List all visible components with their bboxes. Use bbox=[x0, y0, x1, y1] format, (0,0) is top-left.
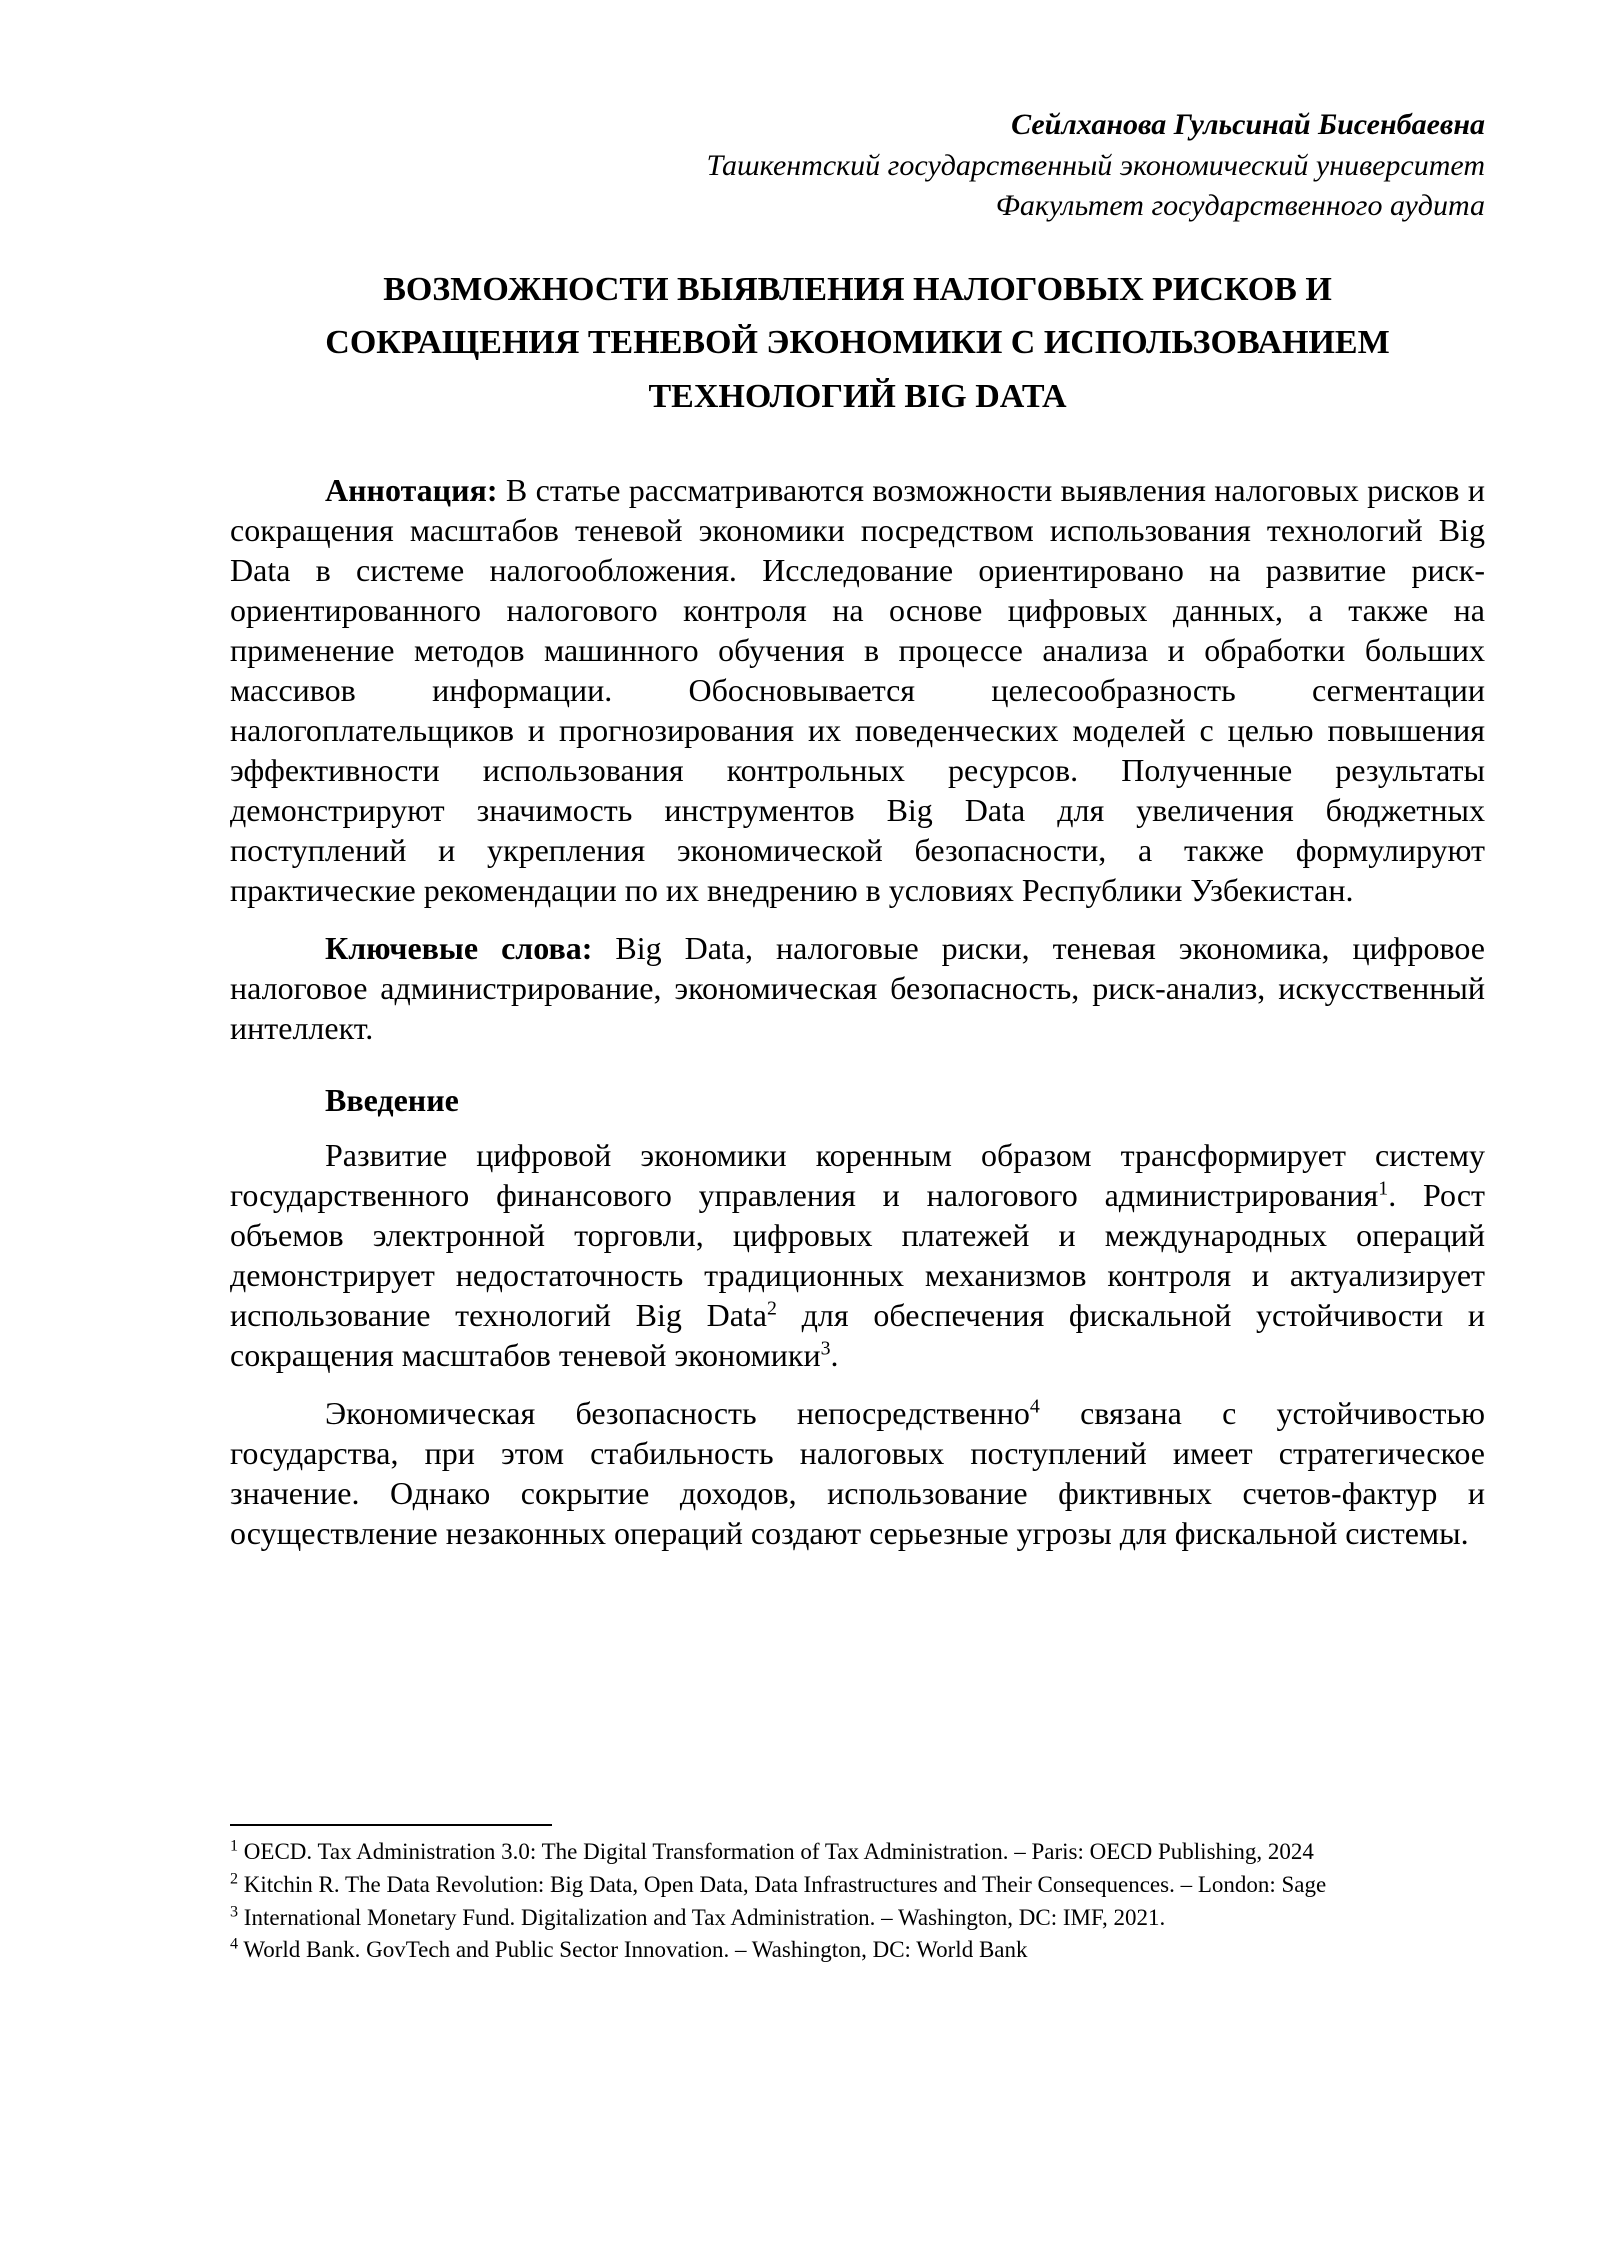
footnote-ref-4: 4 bbox=[1029, 1395, 1040, 1417]
footnote-separator-rule bbox=[230, 1824, 552, 1826]
paper-title-line-2: СОКРАЩЕНИЯ ТЕНЕВОЙ ЭКОНОМИКИ С ИСПОЛЬЗОВАНИЕМ bbox=[325, 324, 1390, 362]
footnote-section bbox=[230, 1824, 1485, 1967]
footnote-text-3: International Monetary Fund. Digitalization and Tax Administration. – Washington, DC: IMF, 2021. bbox=[238, 1904, 1166, 1930]
intro-p1-text-4: . bbox=[830, 1336, 839, 1373]
abstract-paragraph bbox=[230, 470, 1485, 910]
footnote-item-2 bbox=[230, 1869, 1485, 1902]
paper-title bbox=[230, 263, 1485, 424]
footnote-item-3 bbox=[230, 1902, 1485, 1935]
introduction-paragraph-2 bbox=[230, 1393, 1485, 1553]
author-name: Сейлханова Гульсинай Бисенбаевна bbox=[1011, 108, 1485, 141]
intro-p2-text-2: связана с устойчивостью государства, при этом стабильность налоговых поступлений имеет стратегическое значение. Однако сокрытие доходов, использование фиктивных счетов-фактур и осуществление незаконных операций создают серьезные угрозы для фискальной системы. bbox=[230, 1394, 1485, 1551]
paper-title-line-1: ВОЗМОЖНОСТИ ВЫЯВЛЕНИЯ НАЛОГОВЫХ РИСКОВ И bbox=[383, 270, 1332, 308]
author-block bbox=[230, 105, 1485, 227]
footnote-number-1: 1 bbox=[230, 1837, 239, 1855]
footnote-item-4 bbox=[230, 1934, 1485, 1967]
abstract-label: Аннотация: bbox=[325, 471, 498, 508]
author-university: Ташкентский государственный экономический университет bbox=[706, 148, 1485, 182]
paper-title-line-3: ТЕХНОЛОГИЙ BIG DATA bbox=[648, 377, 1067, 415]
keywords-text: Big Data, налоговые риски, теневая экономика, цифровое налоговое администрирование, экономическая безопасность, риск-анализ, искусственный интеллект. bbox=[230, 929, 1486, 1046]
section-heading-introduction: Введение bbox=[325, 1081, 459, 1118]
intro-p1-text-2: . Рост объемов электронной торговли, цифровых платежей и международных операций демонстрирует недостаточность традиционных механизмов контроля и актуализирует использование технологий Big Data bbox=[230, 1176, 1486, 1333]
footnote-ref-2: 2 bbox=[767, 1297, 777, 1319]
intro-p2-text-1: Экономическая безопасность непосредственно bbox=[325, 1394, 1030, 1431]
footnote-text-4: World Bank. GovTech and Public Sector Innovation. – Washington, DC: World Bank bbox=[238, 1937, 1028, 1963]
keywords-label: Ключевые слова: bbox=[325, 929, 593, 966]
footnote-item-1 bbox=[230, 1836, 1485, 1869]
footnote-text-2: Kitchin R. The Data Revolution: Big Data, Open Data, Data Infrastructures and Their Consequences. – London: Sage bbox=[238, 1872, 1327, 1898]
footnote-number-3: 3 bbox=[230, 1903, 239, 1921]
footnote-text-1: OECD. Tax Administration 3.0: The Digital Transformation of Tax Administration. – Paris: OECD Publishing, 2024 bbox=[238, 1839, 1314, 1865]
author-faculty: Факультет государственного аудита bbox=[995, 189, 1485, 222]
keywords-paragraph bbox=[230, 928, 1485, 1048]
introduction-paragraph-1 bbox=[230, 1135, 1485, 1375]
footnote-ref-1: 1 bbox=[1378, 1177, 1389, 1199]
intro-p1-text-1: Развитие цифровой экономики коренным образом трансформирует систему государственного финансового управления и налогового администрирования bbox=[230, 1136, 1485, 1213]
abstract-text: В статье рассматриваются возможности выявления налоговых рисков и сокращения масштабов теневой экономики посредством использования технологий Big Data в системе налогообложения. Исследование ориентировано на развитие риск-ориентированного налогового контроля на основе цифровых данных, а также на применение методов машинного обучения в процессе анализа и обработки больших массивов информации. Обосновывается целесообразность сегментации налогоплательщиков и прогнозирования их поведенческих моделей с целью повышения эффективности использования контрольных ресурсов. Полученные результаты демонстрируют значимость инструментов Big Data для увеличения бюджетных поступлений и укрепления экономической безопасности, а также формулируют практические рекомендации по их внедрению в условиях Республики Узбекистан. bbox=[230, 471, 1485, 908]
intro-p1-text-3: для обеспечения фискальной устойчивости и сокращения масштабов теневой экономики bbox=[230, 1296, 1485, 1373]
footnote-number-4: 4 bbox=[230, 1935, 239, 1953]
footnote-number-2: 2 bbox=[230, 1870, 239, 1888]
footnote-ref-3: 3 bbox=[820, 1337, 831, 1359]
